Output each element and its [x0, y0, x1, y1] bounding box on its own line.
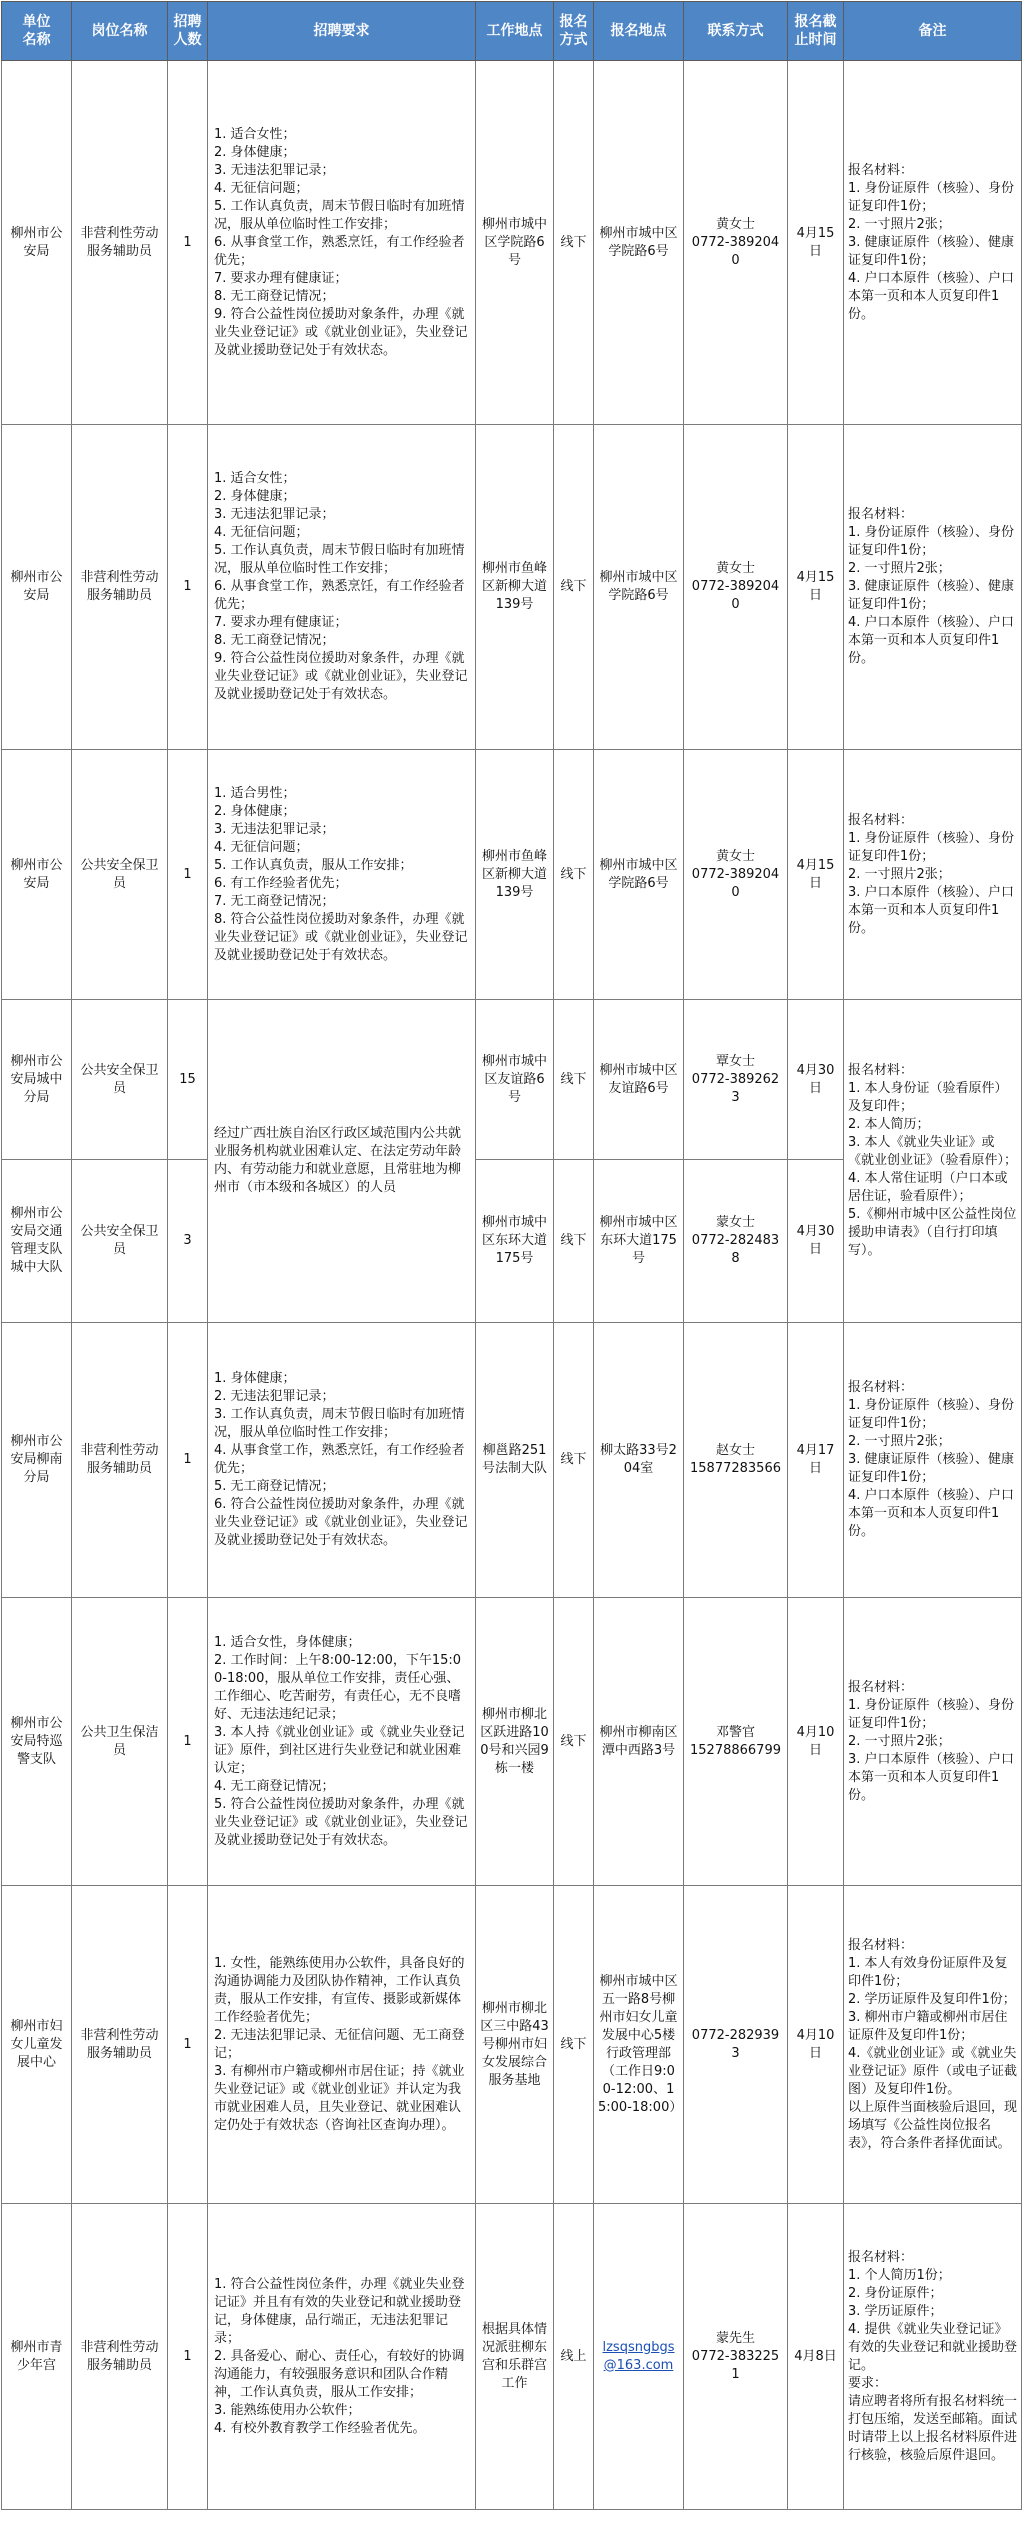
cell-count: 3: [168, 1160, 208, 1323]
cell-remarks: 报名材料： 1. 本人有效身份证原件及复印件1份； 2. 学历证原件及复印件1份； 3. 柳州市户籍或柳州市居住证原件及复印件1份； 4.《就业创业证》或《就业失业登记证》原件（或电子证截图）及复印件1份。 以上原件当面核验后退回，现场填写《公益性岗位报名表》，符合条件者择优面试。: [844, 1886, 1022, 2204]
cell-apply-method: 线下: [554, 1323, 594, 1598]
cell-requirements: 1. 身体健康； 2. 无违法犯罪记录； 3. 工作认真负责，周末节假日临时有加班情况，服从单位临时性工作安排； 4. 从事食堂工作，熟悉烹饪，有工作经验者优先； 5. 无工商登记情况； 6. 符合公益性岗位援助对象条件，办理《就业失业登记证》或《就业创业证》，失业登记及就业援助登记处于有效状态。: [208, 1323, 476, 1598]
cell-position: 公共安全保卫员: [72, 1000, 168, 1160]
cell-position: 公共安全保卫员: [72, 750, 168, 1000]
cell-apply-place: [594, 2204, 684, 2510]
cell-workplace: 柳邕路251号法制大队: [476, 1323, 554, 1598]
cell-count: 1: [168, 425, 208, 750]
table-row: [2, 750, 1022, 1000]
cell-deadline: 4月17日: [788, 1323, 844, 1598]
cell-apply-place: 柳州市柳南区潭中西路3号: [594, 1598, 684, 1886]
cell-contact: 邓警官 15278866799: [684, 1598, 788, 1886]
recruitment-table: [1, 1, 1022, 2510]
cell-count: 1: [168, 1323, 208, 1598]
cell-unit: 柳州市公安局交通管理支队城中大队: [2, 1160, 72, 1323]
cell-apply-method: 线下: [554, 1598, 594, 1886]
cell-position: 非营利性劳动服务辅助员: [72, 61, 168, 425]
header-deadline: 报名截 止时间: [788, 2, 844, 61]
cell-workplace: 柳州市城中区学院路6号: [476, 61, 554, 425]
header-contact: 联系方式: [684, 2, 788, 61]
cell-requirements: 1. 适合女性，身体健康； 2. 工作时间：上午8:00-12:00，下午15:00-18:00，服从单位工作安排，责任心强、工作细心、吃苦耐劳，有责任心，无不良嗜好、无违法违纪记录； 3. 本人持《就业创业证》或《就业失业登记证》原件，到社区进行失业登记和就业困难认定； 4. 无工商登记情况； 5. 符合公益性岗位援助对象条件，办理《就业失业登记证》或《就业创业证》，失业登记及就业援助登记处于有效状态。: [208, 1598, 476, 1886]
table-row: [2, 61, 1022, 425]
cell-apply-method: 线下: [554, 1886, 594, 2204]
cell-unit: 柳州市公安局柳南分局: [2, 1323, 72, 1598]
cell-workplace: 柳州市城中区友谊路6号: [476, 1000, 554, 1160]
table-row: [2, 425, 1022, 750]
cell-workplace: 柳州市柳北区三中路43号柳州市妇女发展综合服务基地: [476, 1886, 554, 2204]
cell-apply-place: 柳州市城中区学院路6号: [594, 425, 684, 750]
cell-deadline: 4月10日: [788, 1598, 844, 1886]
cell-remarks-shared: 报名材料： 1. 本人身份证（验看原件）及复印件； 2. 本人简历； 3. 本人《就业失业证》或《就业创业证》（验看原件）； 4. 本人常住证明（户口本或居住证，验看原件）； 5.《柳州市城中区公益性岗位援助申请表》（自行打印填写）。: [844, 1000, 1022, 1323]
cell-workplace: 柳州市柳北区跃进路100号和兴园9栋一楼: [476, 1598, 554, 1886]
email-link[interactable]: lzsqsngbgs@163.com: [602, 2339, 675, 2373]
cell-unit: 柳州市公安局特巡警支队: [2, 1598, 72, 1886]
cell-remarks: 报名材料： 1. 身份证原件（核验）、身份证复印件1份； 2. 一寸照片2张； 3. 健康证原件（核验）、健康证复印件1份； 4. 户口本原件（核验）、户口本第一页和本人页复印件1份。: [844, 61, 1022, 425]
cell-deadline: 4月30日: [788, 1160, 844, 1323]
cell-requirements: 1. 符合公益性岗位条件，办理《就业失业登记证》并且有有效的失业登记和就业援助登记，身体健康，品行端正，无违法犯罪记录； 2. 具备爱心、耐心、责任心，有较好的协调沟通能力，有较强服务意识和团队合作精神，工作认真负责，服从工作安排； 3. 能熟练使用办公软件； 4. 有校外教育教学工作经验者优先。: [208, 2204, 476, 2510]
header-requirements: 招聘要求: [208, 2, 476, 61]
cell-unit: 柳州市公安局城中分局: [2, 1000, 72, 1160]
header-workplace: 工作地点: [476, 2, 554, 61]
cell-deadline: 4月15日: [788, 750, 844, 1000]
cell-remarks: 报名材料： 1. 身份证原件（核验）、身份证复印件1份； 2. 一寸照片2张； 3. 户口本原件（核验）、户口本第一页和本人页复印件1份。: [844, 1598, 1022, 1886]
cell-unit: 柳州市青少年宫: [2, 2204, 72, 2510]
header-apply-place: 报名地点: [594, 2, 684, 61]
table-row: [2, 2204, 1022, 2510]
cell-requirements-shared: 经过广西壮族自治区行政区域范围内公共就业服务机构就业困难认定、在法定劳动年龄内、有劳动能力和就业意愿，且常驻地为柳州市（市本级和各城区）的人员: [208, 1000, 476, 1323]
header-position: 岗位名称: [72, 2, 168, 61]
cell-requirements: 1. 适合男性； 2. 身体健康； 3. 无违法犯罪记录； 4. 无征信问题； 5. 工作认真负责，服从工作安排； 6. 有工作经验者优先； 7. 无工商登记情况； 8. 符合公益性岗位援助对象条件，办理《就业失业登记证》或《就业创业证》，失业登记及就业援助登记处于有效状态。: [208, 750, 476, 1000]
cell-deadline: 4月8日: [788, 2204, 844, 2510]
table-row: [2, 1323, 1022, 1598]
cell-contact: 赵女士 15877283566: [684, 1323, 788, 1598]
cell-count: 1: [168, 61, 208, 425]
cell-apply-place: 柳州市城中区友谊路6号: [594, 1000, 684, 1160]
header-count: 招聘 人数: [168, 2, 208, 61]
cell-apply-place: 柳州市城中区学院路6号: [594, 61, 684, 425]
cell-apply-method: 线下: [554, 1000, 594, 1160]
table-header-row: [2, 2, 1022, 61]
cell-requirements: 1. 适合女性； 2. 身体健康； 3. 无违法犯罪记录； 4. 无征信问题； 5. 工作认真负责，周末节假日临时有加班情况，服从单位临时性工作安排； 6. 从事食堂工作，熟悉烹饪，有工作经验者优先； 7. 要求办理有健康证； 8. 无工商登记情况； 9. 符合公益性岗位援助对象条件，办理《就业失业登记证》或《就业创业证》，失业登记及就业援助登记处于有效状态。: [208, 425, 476, 750]
cell-deadline: 4月10日: [788, 1886, 844, 2204]
cell-count: 1: [168, 1598, 208, 1886]
cell-workplace: 根据具体情况派驻柳东宫和乐群宫工作: [476, 2204, 554, 2510]
cell-deadline: 4月15日: [788, 61, 844, 425]
cell-remarks: 报名材料： 1. 身份证原件（核验）、身份证复印件1份； 2. 一寸照片2张； 3. 健康证原件（核验）、健康证复印件1份； 4. 户口本原件（核验）、户口本第一页和本人页复印件1份。: [844, 425, 1022, 750]
cell-unit: 柳州市公安局: [2, 425, 72, 750]
cell-position: 非营利性劳动服务辅助员: [72, 1323, 168, 1598]
cell-count: 1: [168, 1886, 208, 2204]
cell-requirements: 1. 适合女性； 2. 身体健康； 3. 无违法犯罪记录； 4. 无征信问题； 5. 工作认真负责，周末节假日临时有加班情况，服从单位临时性工作安排； 6. 从事食堂工作，熟悉烹饪，有工作经验者优先； 7. 要求办理有健康证； 8. 无工商登记情况； 9. 符合公益性岗位援助对象条件，办理《就业失业登记证》或《就业创业证》，失业登记及就业援助登记处于有效状态。: [208, 61, 476, 425]
cell-apply-method: 线下: [554, 61, 594, 425]
header-remarks: 备注: [844, 2, 1022, 61]
cell-count: 1: [168, 2204, 208, 2510]
cell-remarks: 报名材料： 1. 身份证原件（核验）、身份证复印件1份； 2. 一寸照片2张； 3. 健康证原件（核验）、健康证复印件1份； 4. 户口本原件（核验）、户口本第一页和本人页复印件1份。: [844, 1323, 1022, 1598]
table-row: [2, 1886, 1022, 2204]
cell-position: 非营利性劳动服务辅助员: [72, 2204, 168, 2510]
cell-count: 15: [168, 1000, 208, 1160]
cell-contact: 黄女士 0772-3892040: [684, 750, 788, 1000]
cell-apply-place: 柳州市城中区东环大道175号: [594, 1160, 684, 1323]
cell-workplace: 柳州市城中区东环大道175号: [476, 1160, 554, 1323]
cell-contact: 黄女士 0772-3892040: [684, 425, 788, 750]
cell-unit: 柳州市公安局: [2, 750, 72, 1000]
cell-apply-method: 线上: [554, 2204, 594, 2510]
cell-workplace: 柳州市鱼峰区新柳大道139号: [476, 750, 554, 1000]
cell-apply-method: 线下: [554, 425, 594, 750]
cell-contact: 蒙女士 0772-2824838: [684, 1160, 788, 1323]
cell-position: 非营利性劳动服务辅助员: [72, 1886, 168, 2204]
cell-position: 公共卫生保洁员: [72, 1598, 168, 1886]
cell-apply-method: 线下: [554, 1160, 594, 1323]
table-row: [2, 1000, 1022, 1160]
cell-deadline: 4月30日: [788, 1000, 844, 1160]
cell-remarks: 报名材料： 1. 身份证原件（核验）、身份证复印件1份； 2. 一寸照片2张； 3. 户口本原件（核验）、户口本第一页和本人页复印件1份。: [844, 750, 1022, 1000]
cell-apply-place: 柳州市城中区学院路6号: [594, 750, 684, 1000]
cell-apply-place: 柳州市城中区五一路8号柳州市妇女儿童发展中心5楼行政管理部（工作日9:00-12:00、15:00-18:00）: [594, 1886, 684, 2204]
cell-count: 1: [168, 750, 208, 1000]
header-apply-method: 报名 方式: [554, 2, 594, 61]
cell-contact: 覃女士 0772-3892623: [684, 1000, 788, 1160]
cell-position: 公共安全保卫员: [72, 1160, 168, 1323]
cell-remarks: 报名材料： 1. 个人简历1份； 2. 身份证原件； 3. 学历证原件； 4. 提供《就业失业登记证》有效的失业登记和就业援助登记。 要求： 请应聘者将所有报名材料统一打包压缩，发送至邮箱。面试时请带上以上报名材料原件进行核验，核验后原件退回。: [844, 2204, 1022, 2510]
cell-contact: 黄女士 0772-3892040: [684, 61, 788, 425]
cell-apply-method: 线下: [554, 750, 594, 1000]
cell-position: 非营利性劳动服务辅助员: [72, 425, 168, 750]
cell-contact: 蒙先生 0772-3832251: [684, 2204, 788, 2510]
table-row: [2, 1598, 1022, 1886]
cell-unit: 柳州市妇女儿童发展中心: [2, 1886, 72, 2204]
cell-deadline: 4月15日: [788, 425, 844, 750]
header-unit: 单位 名称: [2, 2, 72, 61]
cell-requirements: 1. 女性，能熟练使用办公软件，具备良好的沟通协调能力及团队协作精神，工作认真负责，服从工作安排，有宣传、摄影或新媒体工作经验者优先； 2. 无违法犯罪记录、无征信问题、无工商登记； 3. 有柳州市户籍或柳州市居住证；持《就业失业登记证》或《就业创业证》并认定为我市就业困难人员，且失业登记、就业困难认定仍处于有效状态（咨询社区查询办理）。: [208, 1886, 476, 2204]
cell-apply-place: 柳太路33号204室: [594, 1323, 684, 1598]
cell-unit: 柳州市公安局: [2, 61, 72, 425]
cell-workplace: 柳州市鱼峰区新柳大道139号: [476, 425, 554, 750]
cell-contact: 0772-2829393: [684, 1886, 788, 2204]
